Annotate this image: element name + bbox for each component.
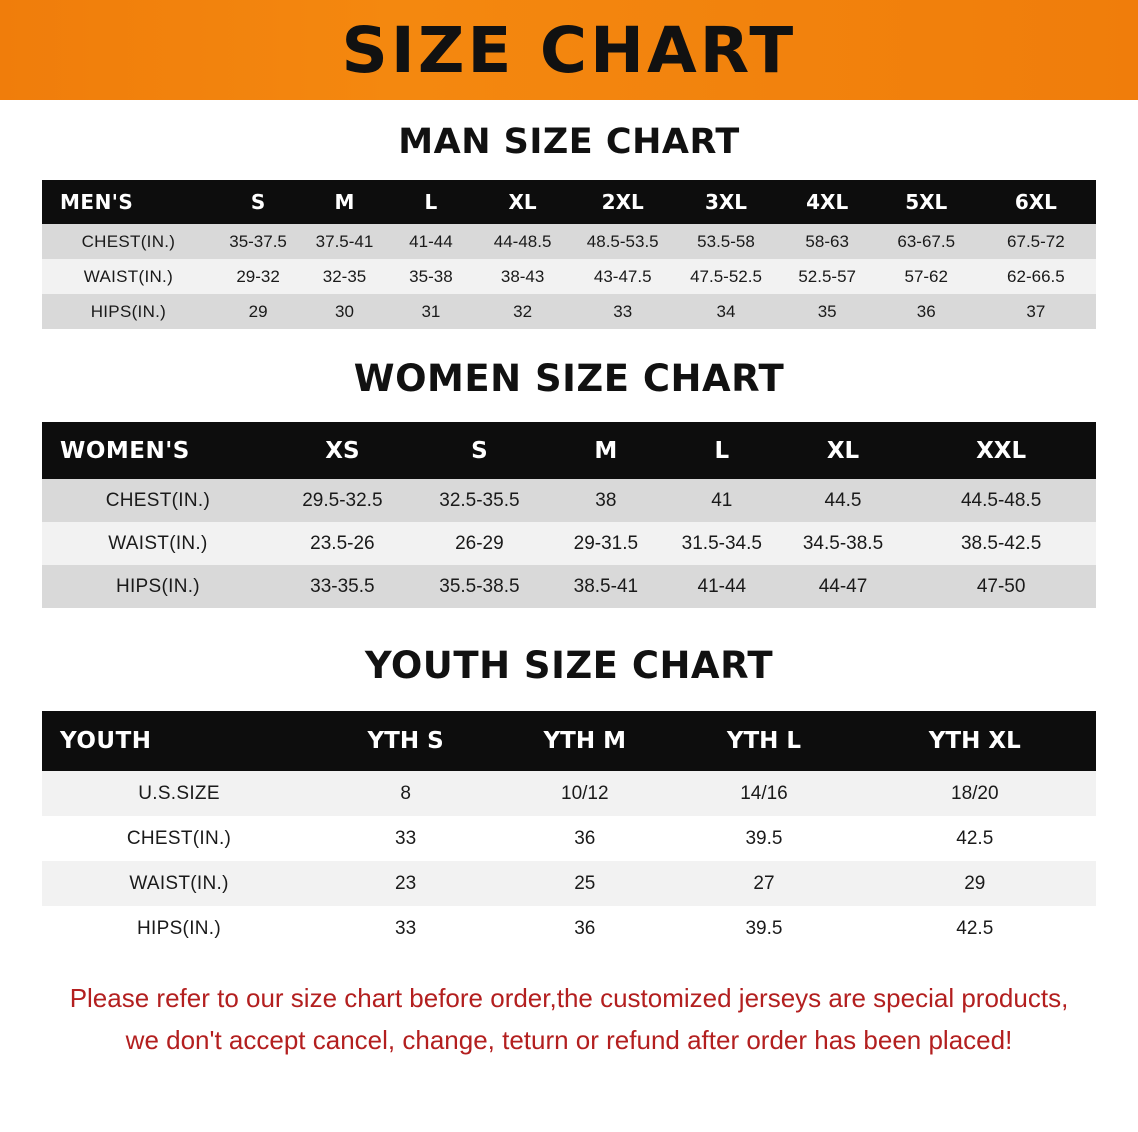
youth-row-label-3: HIPS(IN.)	[137, 917, 221, 939]
youth-cell-0-1: 10/12	[561, 782, 609, 804]
man-header-cell-8: 5XL	[905, 190, 948, 214]
youth-header-cell-1: YTH S	[367, 728, 444, 754]
youth-cell-3-2: 39.5	[745, 917, 783, 939]
women-row-label-0: CHEST(IN.)	[105, 489, 211, 511]
youth-row-label-1: CHEST(IN.)	[126, 827, 232, 849]
youth-table-header-row	[42, 711, 1096, 771]
table-row	[42, 771, 1096, 816]
women-header-cell-0: WOMEN'S	[60, 437, 190, 464]
table-row	[42, 522, 1096, 565]
table-row	[42, 906, 1096, 951]
man-row-label-2: HIPS(IN.)	[90, 301, 167, 321]
youth-cell-1-2: 39.5	[745, 827, 783, 849]
man-cell-2-3: 32	[513, 301, 533, 321]
women-header-cell-1: XS	[325, 437, 360, 464]
women-cell-0-4: 44.5	[824, 489, 862, 511]
table-row	[42, 565, 1096, 608]
man-cell-0-1: 37.5-41	[315, 231, 374, 251]
table-row	[42, 224, 1096, 259]
man-cell-1-2: 35-38	[409, 266, 453, 286]
youth-header-cell-0: YOUTH	[60, 728, 152, 754]
man-section-heading: MAN SIZE CHART	[398, 122, 740, 162]
page-banner	[0, 0, 1138, 100]
man-header-cell-2: M	[334, 190, 355, 214]
man-cell-0-5: 53.5-58	[697, 231, 755, 251]
women-cell-1-0: 23.5-26	[310, 532, 375, 554]
women-cell-0-2: 38	[595, 489, 617, 511]
man-cell-0-7: 63-67.5	[897, 231, 956, 251]
man-cell-0-0: 35-37.5	[229, 231, 287, 251]
youth-cell-3-0: 33	[395, 917, 417, 939]
women-cell-0-5: 44.5-48.5	[960, 489, 1042, 511]
youth-section-heading: YOUTH SIZE CHART	[364, 644, 774, 687]
youth-row-label-2: WAIST(IN.)	[129, 872, 229, 894]
youth-row-label-0: U.S.SIZE	[138, 782, 220, 804]
man-cell-1-3: 38-43	[500, 266, 545, 286]
youth-cell-1-3: 42.5	[956, 827, 994, 849]
youth-cell-2-0: 23	[395, 872, 417, 894]
women-cell-1-5: 38.5-42.5	[960, 532, 1042, 554]
women-header-cell-6: XXL	[976, 437, 1027, 464]
man-cell-1-4: 43-47.5	[593, 266, 652, 286]
table-row	[42, 294, 1096, 329]
youth-cell-0-3: 18/20	[951, 782, 999, 804]
man-cell-2-1: 30	[335, 301, 354, 321]
man-header-cell-1: S	[250, 190, 266, 214]
women-row-label-2: HIPS(IN.)	[115, 575, 200, 597]
women-cell-2-3: 41-44	[697, 575, 747, 597]
women-size-table	[42, 422, 1096, 608]
women-section-heading: WOMEN SIZE CHART	[353, 357, 785, 400]
policy-note-line-2: we don't accept cancel, change, teturn or refund after order has been placed!	[125, 1025, 1013, 1056]
youth-table-wrapper	[42, 711, 1096, 951]
women-cell-1-4: 34.5-38.5	[802, 532, 884, 554]
youth-cell-2-2: 27	[753, 872, 775, 894]
women-table-header-row	[42, 422, 1096, 479]
women-cell-0-0: 29.5-32.5	[302, 489, 383, 511]
women-header-cell-3: M	[594, 437, 618, 464]
man-cell-2-5: 34	[716, 301, 736, 321]
women-cell-0-1: 32.5-35.5	[439, 489, 520, 511]
man-cell-2-7: 36	[916, 301, 936, 321]
man-header-cell-6: 3XL	[704, 190, 748, 214]
man-header-cell-7: 4XL	[806, 190, 849, 214]
youth-cell-3-3: 42.5	[956, 917, 994, 939]
man-cell-2-4: 33	[613, 301, 633, 321]
man-size-table	[42, 180, 1096, 329]
table-row	[42, 861, 1096, 906]
youth-cell-1-0: 33	[395, 827, 417, 849]
women-table-wrapper	[42, 422, 1096, 608]
policy-note-line-1: Please refer to our size chart before order,the customized jerseys are special products,	[69, 983, 1069, 1013]
man-cell-1-0: 29-32	[236, 266, 280, 286]
youth-header-cell-2: YTH M	[543, 728, 627, 754]
youth-header-cell-3: YTH L	[726, 728, 802, 754]
youth-cell-0-2: 14/16	[740, 782, 788, 804]
man-cell-2-2: 31	[421, 301, 441, 321]
table-row	[42, 479, 1096, 522]
man-header-cell-4: XL	[508, 190, 537, 214]
man-cell-1-7: 57-62	[904, 266, 948, 286]
women-cell-2-1: 35.5-38.5	[439, 575, 520, 597]
women-cell-1-1: 26-29	[455, 532, 504, 554]
youth-cell-0-0: 8	[400, 782, 411, 804]
man-cell-2-0: 29	[248, 301, 268, 321]
man-cell-1-1: 32-35	[322, 266, 367, 286]
women-cell-1-3: 31.5-34.5	[681, 532, 762, 554]
women-header-cell-5: XL	[826, 437, 860, 464]
man-cell-0-4: 48.5-53.5	[586, 231, 659, 251]
women-header-cell-2: S	[471, 437, 488, 464]
man-cell-1-6: 52.5-57	[798, 266, 856, 286]
man-row-label-1: WAIST(IN.)	[83, 266, 174, 286]
women-cell-2-2: 38.5-41	[573, 575, 639, 597]
man-cell-2-8: 37	[1026, 301, 1046, 321]
man-cell-0-6: 58-63	[805, 231, 849, 251]
women-cell-2-0: 33-35.5	[310, 575, 375, 597]
youth-cell-2-1: 25	[574, 872, 596, 894]
man-cell-2-6: 35	[817, 301, 837, 321]
youth-cell-3-1: 36	[574, 917, 596, 939]
women-row-label-1: WAIST(IN.)	[108, 532, 208, 554]
page-title: SIZE CHART	[341, 13, 797, 87]
women-cell-1-2: 29-31.5	[573, 532, 639, 554]
youth-size-table	[42, 711, 1096, 951]
man-cell-0-3: 44-48.5	[493, 231, 552, 251]
man-cell-0-2: 41-44	[409, 231, 453, 251]
youth-header-cell-4: YTH XL	[928, 728, 1021, 754]
youth-cell-1-1: 36	[574, 827, 596, 849]
man-table-wrapper	[42, 180, 1096, 329]
man-cell-1-5: 47.5-52.5	[690, 266, 762, 286]
man-cell-0-8: 67.5-72	[1007, 231, 1065, 251]
man-row-label-0: CHEST(IN.)	[81, 231, 176, 251]
man-header-cell-5: 2XL	[601, 190, 644, 214]
policy-note	[34, 977, 1104, 1061]
man-table-header-row	[42, 180, 1096, 224]
man-header-cell-3: L	[424, 190, 438, 214]
table-row	[42, 259, 1096, 294]
women-header-cell-4: L	[714, 437, 730, 464]
man-header-cell-9: 6XL	[1014, 190, 1057, 214]
women-cell-2-4: 44-47	[818, 575, 868, 597]
table-row	[42, 816, 1096, 861]
women-cell-2-5: 47-50	[976, 575, 1026, 597]
man-cell-1-8: 62-66.5	[1007, 266, 1065, 286]
man-header-cell-0: MEN'S	[60, 190, 134, 214]
youth-cell-2-3: 29	[964, 872, 986, 894]
women-cell-0-3: 41	[711, 489, 733, 511]
